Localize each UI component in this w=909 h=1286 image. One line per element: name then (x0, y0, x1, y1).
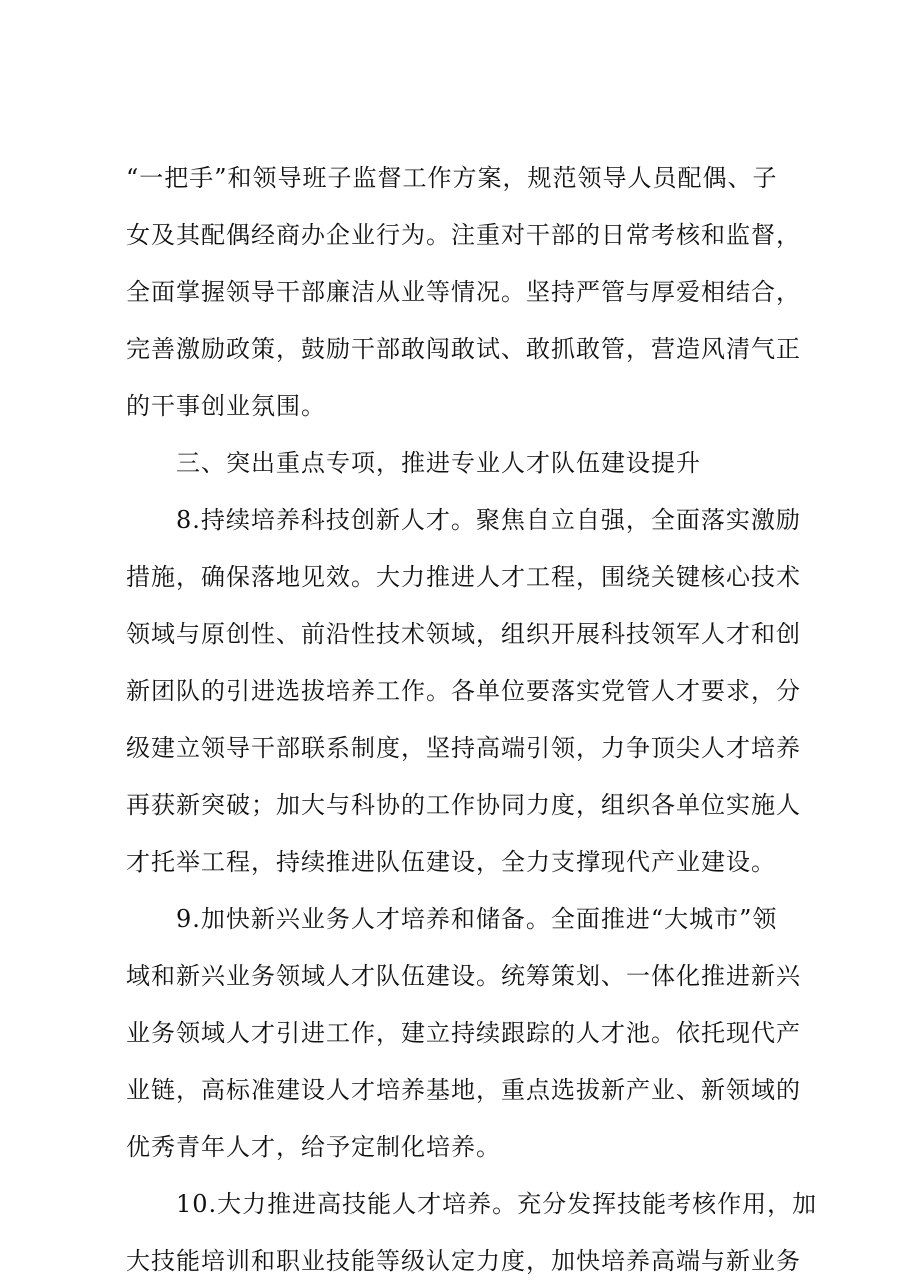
text-line: 新团队的引进选拔培养工作。各单位要落实党管人才要求，分 (126, 677, 801, 705)
text-line: 业链，高标准建设人才培养基地，重点选拔新产业、新领域的 (126, 1076, 801, 1104)
text-line: 才托举工程，持续推进队伍建设，全力支撑现代产业建设。 (126, 848, 776, 876)
text-line: 完善激励政策，鼓励干部敢闯敢试、敢抓敢管，营造风清气正 (126, 335, 801, 363)
text-line: 再获新突破；加大与科协的工作协同力度，组织各单位实施人 (126, 791, 801, 819)
text-line: 业务领域人才引进工作，建立持续跟踪的人才池。依托现代产 (126, 1019, 801, 1047)
text-line: 全面掌握领导干部廉洁从业等情况。坚持严管与厚爱相结合， (126, 278, 801, 306)
paragraph-start: 9.加快新兴业务人才培养和储备。全面推进“大城市”领 (176, 905, 778, 933)
paragraph-start: 8.持续培养科技创新人才。聚焦自立自强，全面落实激励 (176, 506, 801, 534)
text-line: 女及其配偶经商办企业行为。注重对干部的日常考核和监督， (126, 221, 801, 249)
paragraph-start: 10.大力推进高技能人才培养。充分发挥技能考核作用，加 (176, 1190, 818, 1218)
text-line: 的干事创业氛围。 (126, 392, 326, 420)
text-line: 级建立领导干部联系制度，坚持高端引领，力争顶尖人才培养 (126, 734, 801, 762)
text-line: 措施，确保落地见效。大力推进人才工程，围绕关键核心技术 (126, 563, 801, 591)
text-line: “一把手”和领导班子监督工作方案，规范领导人员配偶、子 (126, 164, 778, 192)
text-line: 大技能培训和职业技能等级认定力度，加快培养高端与新业务 (126, 1247, 801, 1275)
text-line: 优秀青年人才，给予定制化培养。 (126, 1133, 501, 1161)
text-line: 领域与原创性、前沿性技术领域，组织开展科技领军人才和创 (126, 620, 801, 648)
text-line: 域和新兴业务领域人才队伍建设。统筹策划、一体化推进新兴 (126, 962, 801, 990)
section-heading: 三、突出重点专项，推进专业人才队伍建设提升 (176, 449, 701, 477)
